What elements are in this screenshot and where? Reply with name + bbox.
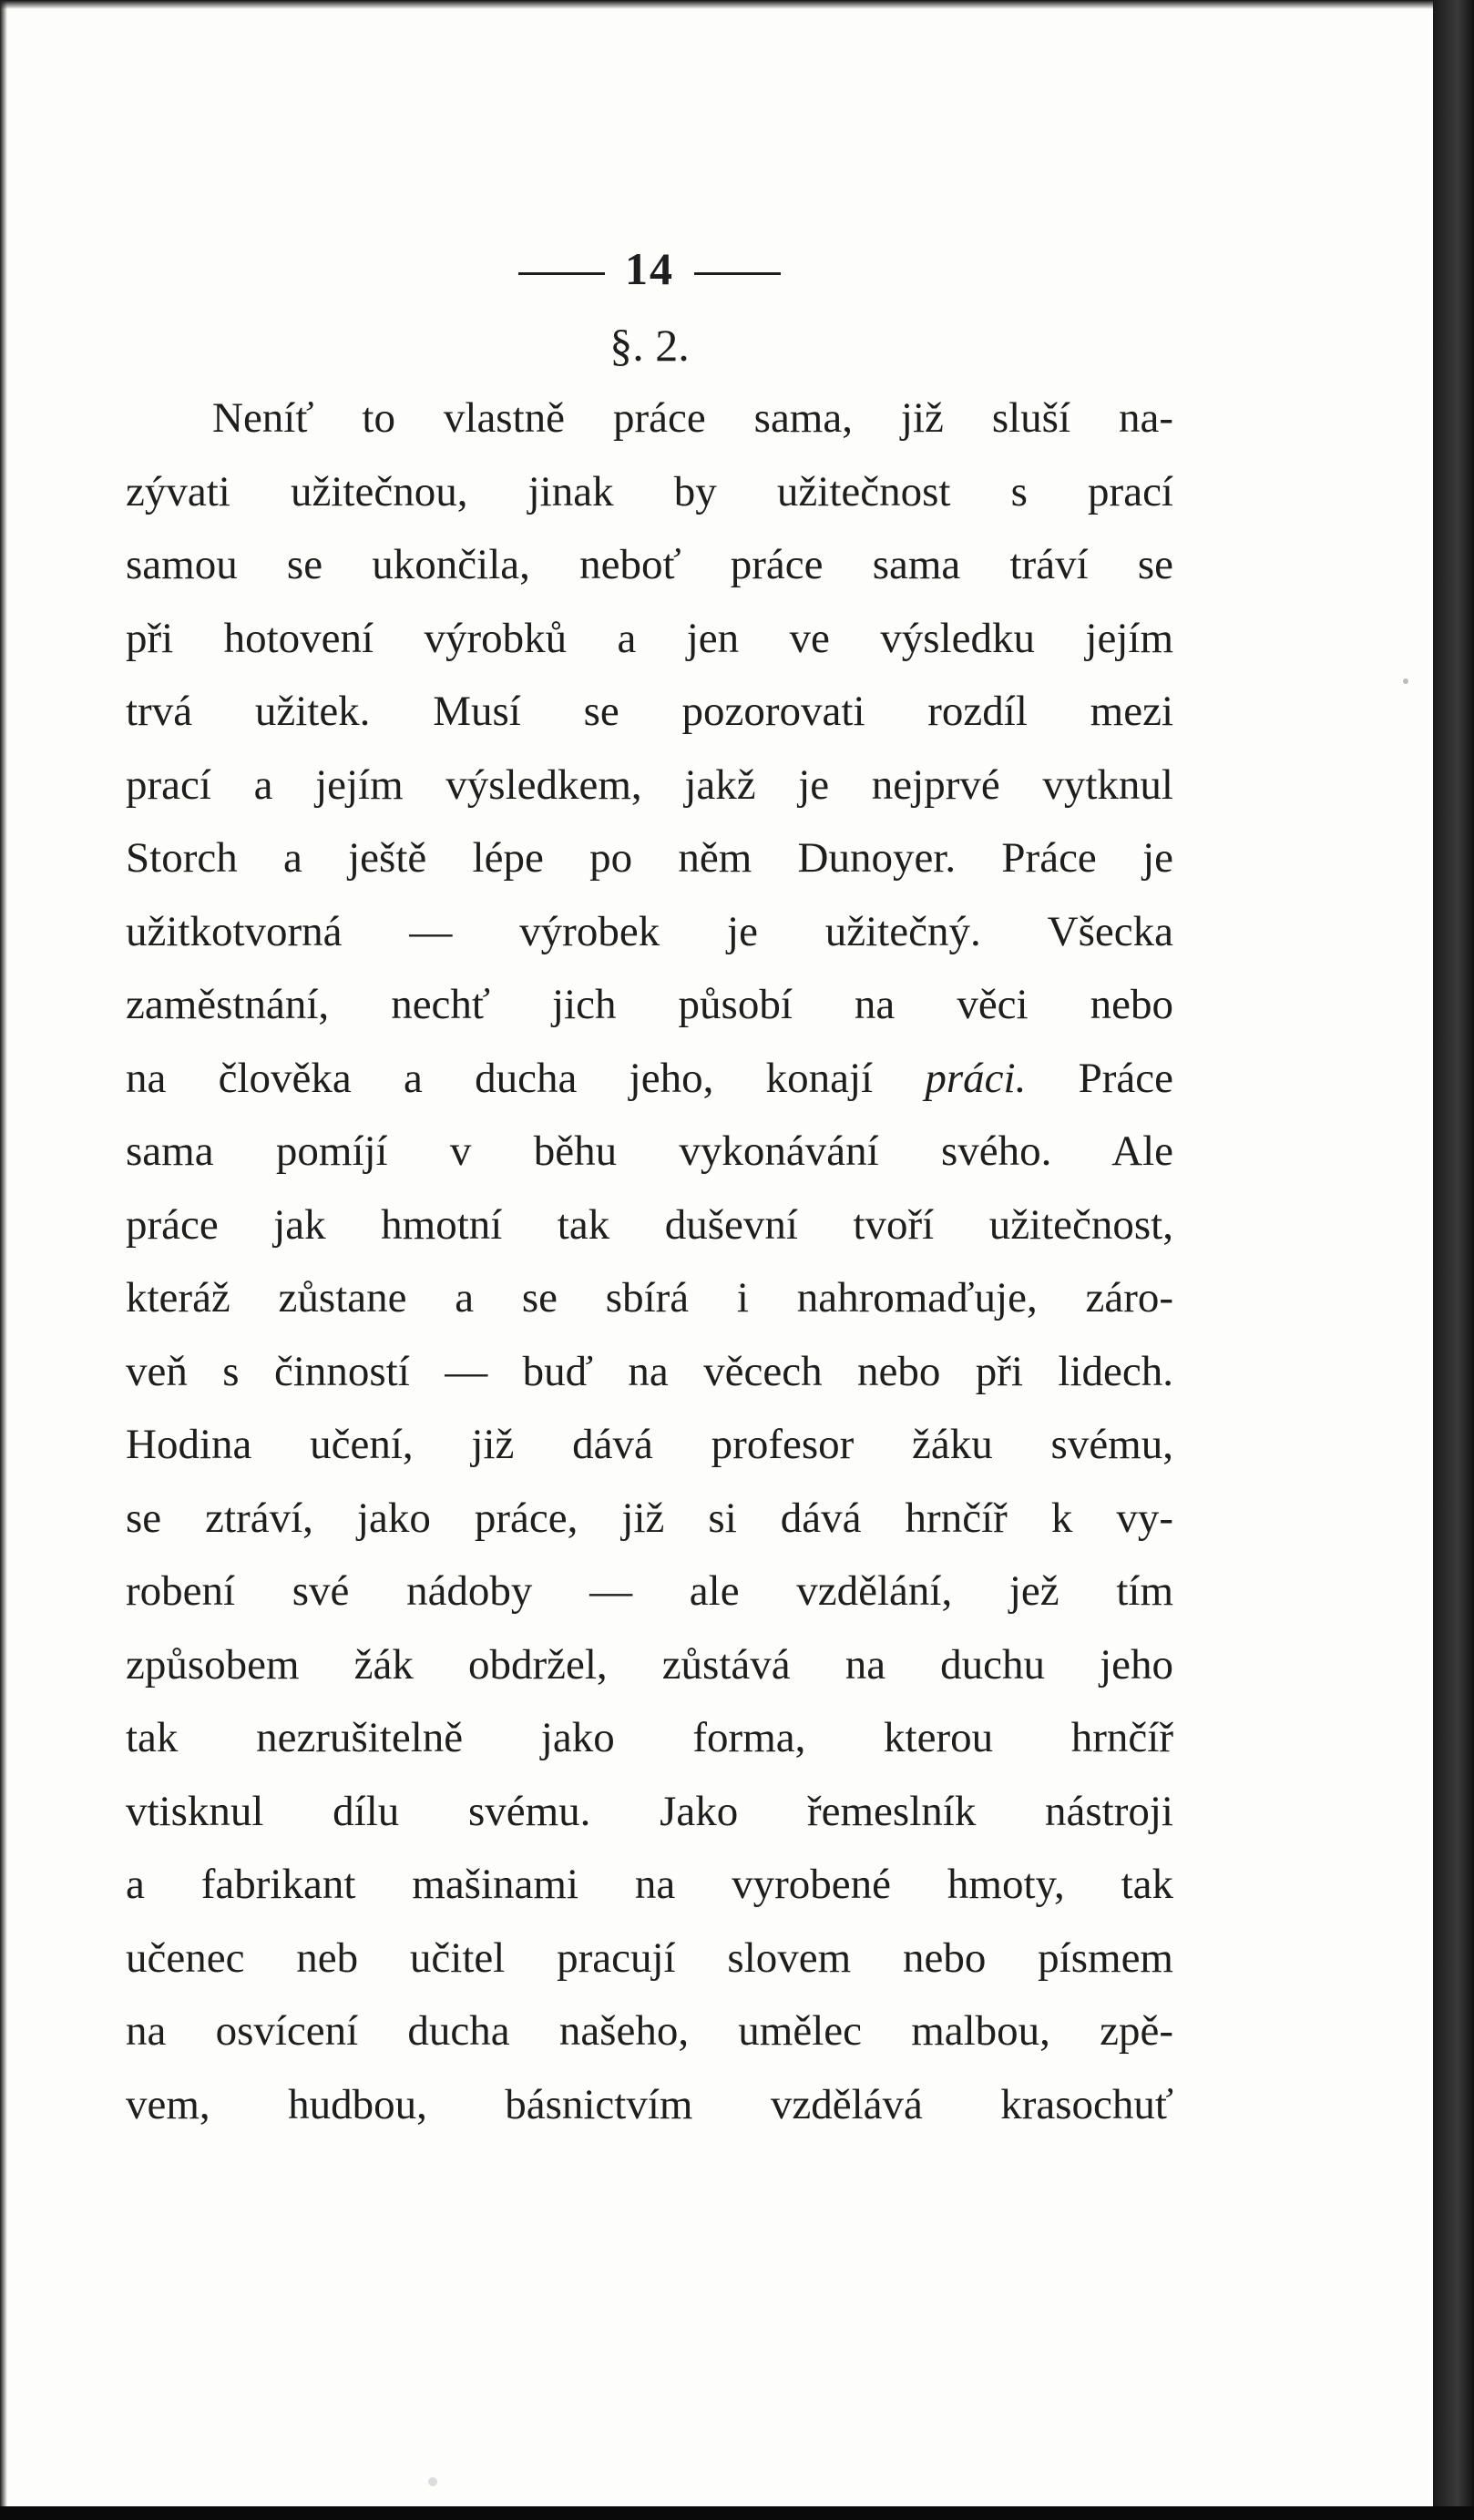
text-line: samou se ukončila, neboť práce sama tráví se <box>126 541 1173 588</box>
text-line: veň s činností — buď na věcech nebo při lidech. <box>126 1347 1173 1395</box>
page-number-header <box>126 232 1173 305</box>
text-line: zývati užitečnou, jinak by užitečnost s prací <box>126 467 1173 515</box>
text-line: prací a jejím výsledkem, jakž je nejprvé vytknul <box>126 760 1173 809</box>
text-line: se ztráví, jako práce, již si dává hrnčíř k vy- <box>126 1494 1173 1542</box>
text-line: na osvícení ducha našeho, umělec malbou, zpě- <box>126 2007 1173 2055</box>
text-line: učenec neb učitel pracují slovem nebo písmem <box>126 1933 1173 1982</box>
body-paragraph <box>126 382 1173 2141</box>
text-line: při hotovení výrobků a jen ve výsledku jejím <box>126 614 1173 662</box>
text-line: Storch a ještě lépe po něm Dunoyer. Práce je <box>126 834 1173 882</box>
text-line-with-italic <box>126 1042 1173 1116</box>
page-number-dash-right <box>694 272 781 275</box>
section-heading: §. 2. <box>609 320 690 371</box>
scan-edge-top <box>0 0 1433 9</box>
text-line: tak nezrušitelně jako forma, kterou hrnčíř <box>126 1714 1173 1761</box>
text-line: vtisknul dílu svému. Jako řemeslník nástroji <box>126 1787 1173 1835</box>
page-number-dash-left <box>518 272 605 275</box>
text-line: způsobem žák obdržel, zůstává na duchu jeho <box>126 1640 1173 1689</box>
scan-edge-bottom <box>0 2506 1474 2520</box>
scan-edge-right <box>1433 0 1474 2520</box>
text-line: zaměstnání, nechť jich působí na věci nebo <box>126 981 1173 1028</box>
text-line: sama pomíjí v běhu vykonávání svého. Ale <box>126 1127 1173 1175</box>
text-line: Neníť to vlastně práce sama, již sluší na- <box>212 394 1173 442</box>
text-line-start: na člověka a ducha jeho, konají <box>126 1054 874 1102</box>
text-line: Hodina učení, již dává profesor žáku svému, <box>126 1421 1173 1468</box>
paper-speck <box>428 2477 437 2486</box>
text-line: robení své nádoby — ale vzdělání, jež tím <box>126 1567 1173 1615</box>
text-line: užitkotvorná — výrobek je užitečný. Všecka <box>126 907 1173 955</box>
text-line: vem, hudbou, básnictvím vzdělává krasochuť <box>126 2080 1173 2128</box>
text-line: a fabrikant mašinami na vyrobené hmoty, tak <box>126 1861 1173 1908</box>
text-line-end: Práce <box>1078 1054 1174 1102</box>
italic-word: práci. <box>925 1054 1027 1102</box>
scan-edge-left <box>0 0 7 2506</box>
page-number: 14 <box>625 243 674 294</box>
text-line: trvá užitek. Musí se pozorovati rozdíl mezi <box>126 688 1173 735</box>
text-line: práce jak hmotní tak duševní tvoří užitečnost, <box>126 1200 1173 1249</box>
page-text-block <box>126 232 1173 2141</box>
paper-speck <box>1403 678 1408 684</box>
text-line: kteráž zůstane a se sbírá i nahromaďuje, záro- <box>126 1274 1173 1321</box>
